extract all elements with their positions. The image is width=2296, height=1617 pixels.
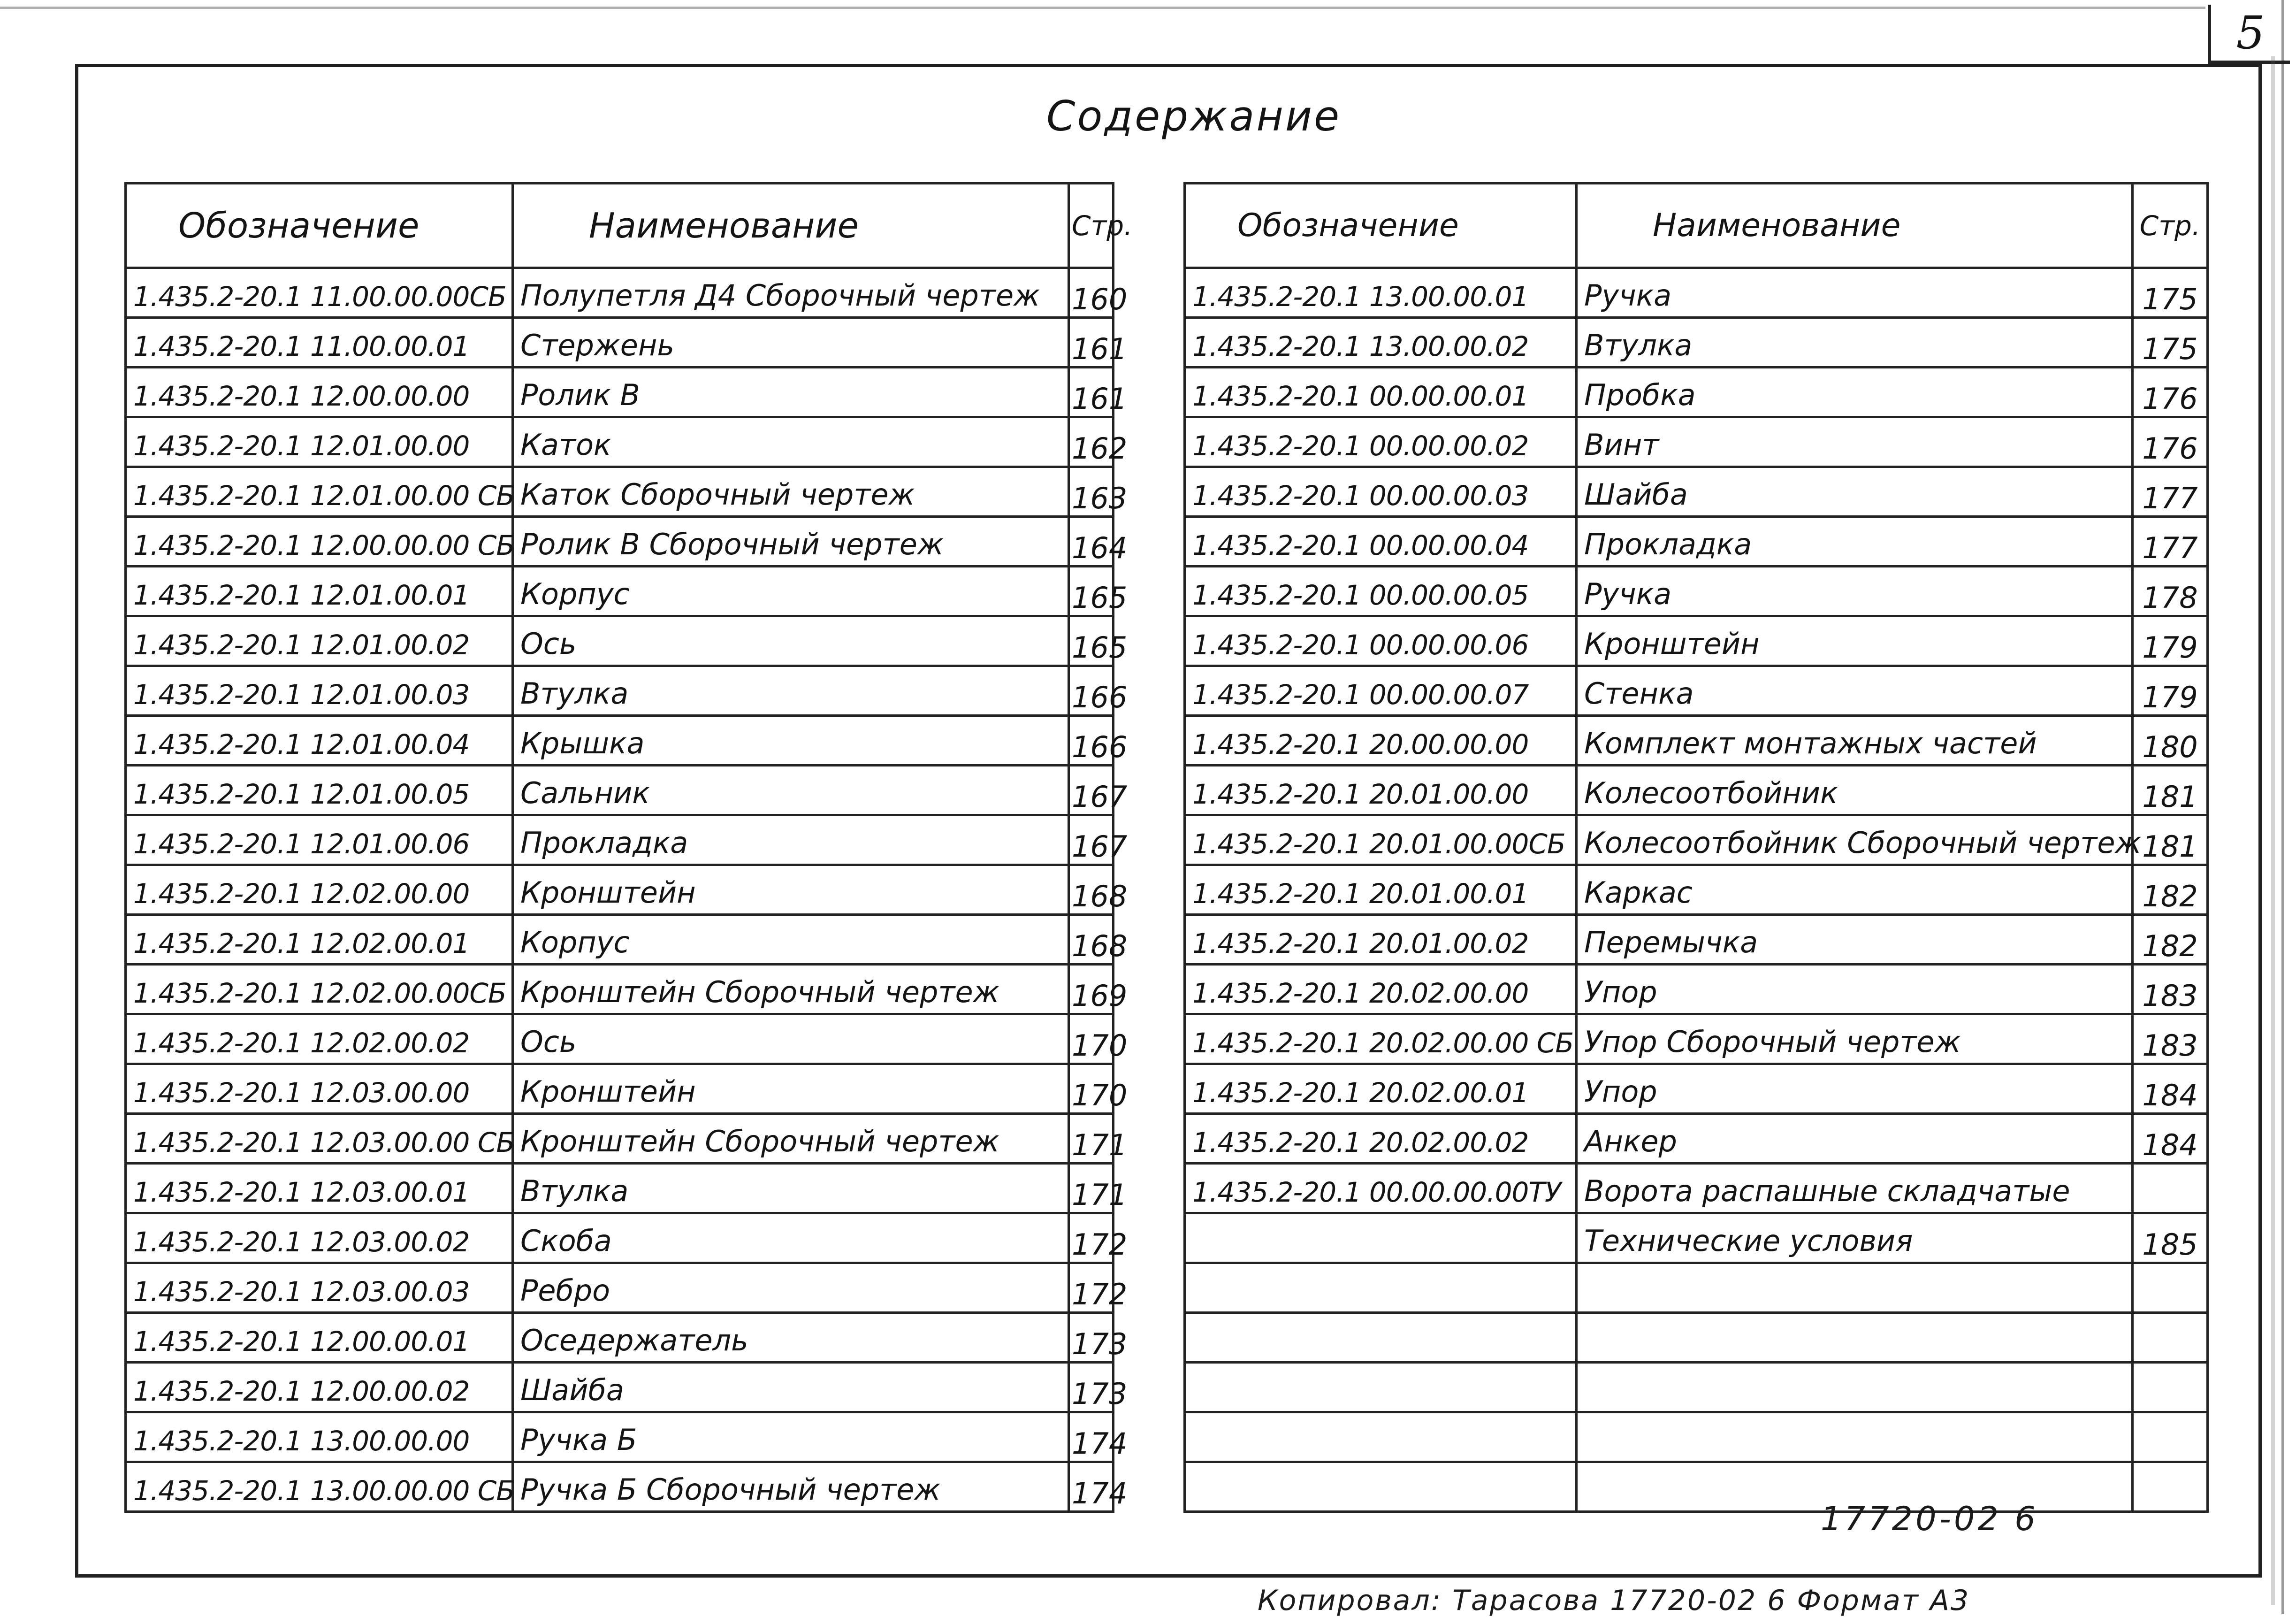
row-designation xyxy=(1185,1263,1577,1313)
row-page: 168 xyxy=(1069,865,1114,915)
row-page: 168 xyxy=(1069,915,1114,965)
row-page xyxy=(2133,1313,2208,1363)
row-page: 179 xyxy=(2133,666,2208,716)
row-name: Ворота распашные складчатые xyxy=(1577,1164,2133,1213)
table-row xyxy=(1185,368,2208,417)
row-designation: 1.435.2-20.1 13.00.00.01 xyxy=(1185,268,1577,318)
row-page: 183 xyxy=(2133,1014,2208,1064)
row-designation: 1.435.2-20.1 12.02.00.00 xyxy=(126,865,513,915)
row-designation: 1.435.2-20.1 12.02.00.02 xyxy=(126,1014,513,1064)
row-page: 160 xyxy=(1069,268,1114,318)
row-page xyxy=(2133,1164,2208,1213)
row-designation: 1.435.2-20.1 12.03.00.02 xyxy=(126,1213,513,1263)
row-page xyxy=(2133,1412,2208,1462)
table-row xyxy=(1185,965,2208,1014)
sheet-top-edge xyxy=(0,7,2205,9)
row-page: 172 xyxy=(1069,1263,1114,1313)
row-name: Корпус xyxy=(513,915,1069,965)
row-name: Кронштейн xyxy=(513,1064,1069,1114)
row-designation: 1.435.2-20.1 11.00.00.01 xyxy=(126,318,513,368)
row-name: Ручка Б xyxy=(513,1412,1069,1462)
table-row xyxy=(126,1014,1114,1064)
row-page: 166 xyxy=(1069,716,1114,766)
contents-rows-left xyxy=(126,268,1128,1512)
row-name: Кронштейн xyxy=(513,865,1069,915)
row-page: 169 xyxy=(1069,965,1114,1014)
page-number: 5 xyxy=(2208,5,2290,64)
row-page: 174 xyxy=(1069,1462,1114,1512)
row-name: Упор xyxy=(1577,1064,2133,1114)
row-designation xyxy=(1185,1313,1577,1363)
row-name: Каток xyxy=(513,417,1069,467)
row-designation: 1.435.2-20.1 20.01.00.00 xyxy=(1185,766,1577,815)
row-name xyxy=(1577,1363,2133,1412)
row-name: Винт xyxy=(1577,417,2133,467)
row-designation xyxy=(1185,1213,1577,1263)
row-name: Шайба xyxy=(1577,467,2133,517)
table-row xyxy=(1185,467,2208,517)
row-page: 166 xyxy=(1069,666,1114,716)
table-row xyxy=(1185,1164,2208,1213)
row-designation: 1.435.2-20.1 12.01.00.03 xyxy=(126,666,513,716)
row-page: 173 xyxy=(1069,1363,1114,1412)
table-row xyxy=(126,318,1114,368)
table-row xyxy=(1185,815,2208,865)
row-designation: 1.435.2-20.1 12.03.00.00 СБ xyxy=(126,1114,513,1164)
row-name: Ребро xyxy=(513,1263,1069,1313)
row-designation: 1.435.2-20.1 00.00.00.07 xyxy=(1185,666,1577,716)
row-designation: 1.435.2-20.1 12.03.00.03 xyxy=(126,1263,513,1313)
table-row xyxy=(1185,1462,2208,1512)
row-page: 185 xyxy=(2133,1213,2208,1263)
row-name: Технические условия xyxy=(1577,1213,2133,1263)
row-designation: 1.435.2-20.1 00.00.00.00ТУ xyxy=(1185,1164,1577,1213)
row-page: 181 xyxy=(2133,815,2208,865)
row-designation: 1.435.2-20.1 20.02.00.00 xyxy=(1185,965,1577,1014)
row-designation: 1.435.2-20.1 12.00.00.00 СБ xyxy=(126,517,513,567)
row-page: 170 xyxy=(1069,1014,1114,1064)
row-page: 170 xyxy=(1069,1064,1114,1114)
archive-number: 17720-02 6 xyxy=(1821,1500,2038,1538)
row-name: Кронштейн Сборочный чертеж xyxy=(513,965,1069,1014)
table-row xyxy=(1185,1114,2208,1164)
table-row xyxy=(126,815,1114,865)
table-row xyxy=(1185,318,2208,368)
row-page xyxy=(2133,1363,2208,1412)
row-designation: 1.435.2-20.1 20.02.00.01 xyxy=(1185,1064,1577,1114)
row-page: 184 xyxy=(2133,1064,2208,1114)
row-name: Ручка Б Сборочный чертеж xyxy=(513,1462,1069,1512)
row-designation: 1.435.2-20.1 00.00.00.05 xyxy=(1185,567,1577,616)
row-designation: 1.435.2-20.1 00.00.00.01 xyxy=(1185,368,1577,417)
table-row xyxy=(126,1064,1114,1114)
row-name: Сальник xyxy=(513,766,1069,815)
table-row xyxy=(126,1263,1114,1313)
table-row xyxy=(126,1164,1114,1213)
row-designation: 1.435.2-20.1 00.00.00.03 xyxy=(1185,467,1577,517)
column-header-name: Наименование xyxy=(513,184,1069,268)
row-page xyxy=(2133,1263,2208,1313)
row-page: 176 xyxy=(2133,368,2208,417)
row-designation: 1.435.2-20.1 20.01.00.01 xyxy=(1185,865,1577,915)
page-title: Содержание xyxy=(1046,92,1342,140)
table-row xyxy=(126,1313,1114,1363)
row-name: Ролик В Сборочный чертеж xyxy=(513,517,1069,567)
row-name: Оседержатель xyxy=(513,1313,1069,1363)
row-name xyxy=(1577,1412,2133,1462)
row-page: 161 xyxy=(1069,368,1114,417)
row-page: 177 xyxy=(2133,467,2208,517)
row-name: Шайба xyxy=(513,1363,1069,1412)
row-name xyxy=(1577,1313,2133,1363)
column-header-designation: Обозначение xyxy=(1185,184,1577,268)
table-row xyxy=(126,1114,1114,1164)
row-name: Крышка xyxy=(513,716,1069,766)
row-designation: 1.435.2-20.1 12.00.00.00 xyxy=(126,368,513,417)
row-page: 164 xyxy=(1069,517,1114,567)
row-page: 171 xyxy=(1069,1114,1114,1164)
table-row xyxy=(126,467,1114,517)
table-row xyxy=(1185,1263,2208,1313)
row-name: Прокладка xyxy=(513,815,1069,865)
row-page: 183 xyxy=(2133,965,2208,1014)
row-designation: 1.435.2-20.1 00.00.00.02 xyxy=(1185,417,1577,467)
row-name: Кронштейн xyxy=(1577,616,2133,666)
table-row xyxy=(1185,865,2208,915)
row-name: Колесоотбойник Сборочный чертеж xyxy=(1577,815,2133,865)
table-row xyxy=(126,766,1114,815)
row-page: 165 xyxy=(1069,567,1114,616)
row-designation: 1.435.2-20.1 12.00.00.02 xyxy=(126,1363,513,1412)
row-designation: 1.435.2-20.1 12.03.00.01 xyxy=(126,1164,513,1213)
row-page: 173 xyxy=(1069,1313,1114,1363)
table-row xyxy=(1185,716,2208,766)
row-designation: 1.435.2-20.1 20.02.00.00 СБ xyxy=(1185,1014,1577,1064)
row-designation: 1.435.2-20.1 13.00.00.00 xyxy=(126,1412,513,1462)
table-row xyxy=(126,965,1114,1014)
row-page: 163 xyxy=(1069,467,1114,517)
row-name: Втулка xyxy=(513,1164,1069,1213)
table-row xyxy=(126,268,1114,318)
row-name: Пробка xyxy=(1577,368,2133,417)
row-designation: 1.435.2-20.1 00.00.00.04 xyxy=(1185,517,1577,567)
table-row xyxy=(1185,567,2208,616)
row-name: Втулка xyxy=(513,666,1069,716)
row-page: 167 xyxy=(1069,815,1114,865)
row-designation: 1.435.2-20.1 13.00.00.00 СБ xyxy=(126,1462,513,1512)
row-page: 180 xyxy=(2133,716,2208,766)
row-name: Корпус xyxy=(513,567,1069,616)
table-row xyxy=(1185,1014,2208,1064)
row-page: 182 xyxy=(2133,865,2208,915)
row-name: Упор Сборочный чертеж xyxy=(1577,1014,2133,1064)
row-name: Колесоотбойник xyxy=(1577,766,2133,815)
row-name: Стенка xyxy=(1577,666,2133,716)
table-row xyxy=(126,1412,1114,1462)
row-page: 171 xyxy=(1069,1164,1114,1213)
row-page: 167 xyxy=(1069,766,1114,815)
row-page: 172 xyxy=(1069,1213,1114,1263)
table-row xyxy=(126,417,1114,467)
row-page: 165 xyxy=(1069,616,1114,666)
row-name: Скоба xyxy=(513,1213,1069,1263)
row-page: 174 xyxy=(1069,1412,1114,1462)
row-page xyxy=(2133,1462,2208,1512)
table-row xyxy=(1185,1213,2208,1263)
table-header-row xyxy=(1185,184,2208,268)
scan-mark xyxy=(2271,56,2275,1605)
table-row xyxy=(1185,1064,2208,1114)
row-designation: 1.435.2-20.1 12.01.00.04 xyxy=(126,716,513,766)
column-header-page: Стр. xyxy=(1069,184,1114,268)
table-row xyxy=(126,1363,1114,1412)
row-designation: 1.435.2-20.1 13.00.00.02 xyxy=(1185,318,1577,368)
row-name: Каркас xyxy=(1577,865,2133,915)
row-page: 175 xyxy=(2133,268,2208,318)
row-name: Стержень xyxy=(513,318,1069,368)
column-header-designation: Обозначение xyxy=(126,184,513,268)
row-designation: 1.435.2-20.1 20.01.00.00СБ xyxy=(1185,815,1577,865)
row-designation: 1.435.2-20.1 12.02.00.00СБ xyxy=(126,965,513,1014)
table-row xyxy=(1185,1363,2208,1412)
row-designation: 1.435.2-20.1 20.02.00.02 xyxy=(1185,1114,1577,1164)
table-row xyxy=(1185,417,2208,467)
row-designation xyxy=(1185,1412,1577,1462)
table-row xyxy=(1185,766,2208,815)
row-name: Кронштейн Сборочный чертеж xyxy=(513,1114,1069,1164)
table-row xyxy=(1185,1313,2208,1363)
row-designation: 1.435.2-20.1 12.01.00.05 xyxy=(126,766,513,815)
row-name: Ось xyxy=(513,1014,1069,1064)
row-name xyxy=(1577,1263,2133,1313)
row-designation: 1.435.2-20.1 12.02.00.01 xyxy=(126,915,513,965)
row-designation: 1.435.2-20.1 20.00.00.00 xyxy=(1185,716,1577,766)
row-designation: 1.435.2-20.1 12.00.00.01 xyxy=(126,1313,513,1363)
table-header-row xyxy=(126,184,1114,268)
row-page: 176 xyxy=(2133,417,2208,467)
row-name: Комплект монтажных частей xyxy=(1577,716,2133,766)
row-designation: 1.435.2-20.1 20.01.00.02 xyxy=(1185,915,1577,965)
table-row xyxy=(126,368,1114,417)
row-page: 177 xyxy=(2133,517,2208,567)
column-header-page: Стр. xyxy=(2133,184,2208,268)
row-page: 182 xyxy=(2133,915,2208,965)
table-row xyxy=(1185,517,2208,567)
table-row xyxy=(126,1462,1114,1512)
row-designation: 1.435.2-20.1 12.01.00.02 xyxy=(126,616,513,666)
row-page: 161 xyxy=(1069,318,1114,368)
column-header-name: Наименование xyxy=(1577,184,2133,268)
row-designation xyxy=(1185,1462,1577,1512)
row-name: Ролик В xyxy=(513,368,1069,417)
row-page: 179 xyxy=(2133,616,2208,666)
row-name: Перемычка xyxy=(1577,915,2133,965)
row-designation: 1.435.2-20.1 12.01.00.00 СБ xyxy=(126,467,513,517)
row-page: 175 xyxy=(2133,318,2208,368)
contents-table-left xyxy=(124,182,1133,1513)
row-name: Упор xyxy=(1577,965,2133,1014)
row-designation: 1.435.2-20.1 12.01.00.01 xyxy=(126,567,513,616)
row-page: 181 xyxy=(2133,766,2208,815)
row-name: Втулка xyxy=(1577,318,2133,368)
row-designation xyxy=(1185,1363,1577,1412)
row-designation: 1.435.2-20.1 00.00.00.06 xyxy=(1185,616,1577,666)
contents-table-right xyxy=(1183,182,2209,1513)
row-page: 184 xyxy=(2133,1114,2208,1164)
copy-note: Копировал: Тарасова 17720-02 6 Формат А3 xyxy=(1258,1584,1970,1617)
row-designation: 1.435.2-20.1 12.01.00.00 xyxy=(126,417,513,467)
table-row xyxy=(1185,666,2208,716)
table-row xyxy=(126,716,1114,766)
table-row xyxy=(1185,1412,2208,1462)
table-row xyxy=(126,567,1114,616)
row-page: 178 xyxy=(2133,567,2208,616)
contents-rows-right xyxy=(1185,268,2208,1512)
table-row xyxy=(126,616,1114,666)
row-name: Прокладка xyxy=(1577,517,2133,567)
table-row xyxy=(1185,915,2208,965)
table-row xyxy=(1185,268,2208,318)
row-page: 162 xyxy=(1069,417,1114,467)
row-name: Ручка xyxy=(1577,567,2133,616)
row-designation: 1.435.2-20.1 12.01.00.06 xyxy=(126,815,513,865)
row-name: Полупетля Д4 Сборочный чертеж xyxy=(513,268,1069,318)
table-row xyxy=(126,1213,1114,1263)
sheet-right-edge xyxy=(2281,0,2284,1614)
row-name: Ось xyxy=(513,616,1069,666)
row-name: Каток Сборочный чертеж xyxy=(513,467,1069,517)
table-row xyxy=(1185,616,2208,666)
row-designation: 1.435.2-20.1 11.00.00.00СБ xyxy=(126,268,513,318)
table-row xyxy=(126,517,1114,567)
row-name: Ручка xyxy=(1577,268,2133,318)
table-row xyxy=(126,915,1114,965)
row-name: Анкер xyxy=(1577,1114,2133,1164)
row-designation: 1.435.2-20.1 12.03.00.00 xyxy=(126,1064,513,1114)
table-row xyxy=(126,666,1114,716)
table-row xyxy=(126,865,1114,915)
